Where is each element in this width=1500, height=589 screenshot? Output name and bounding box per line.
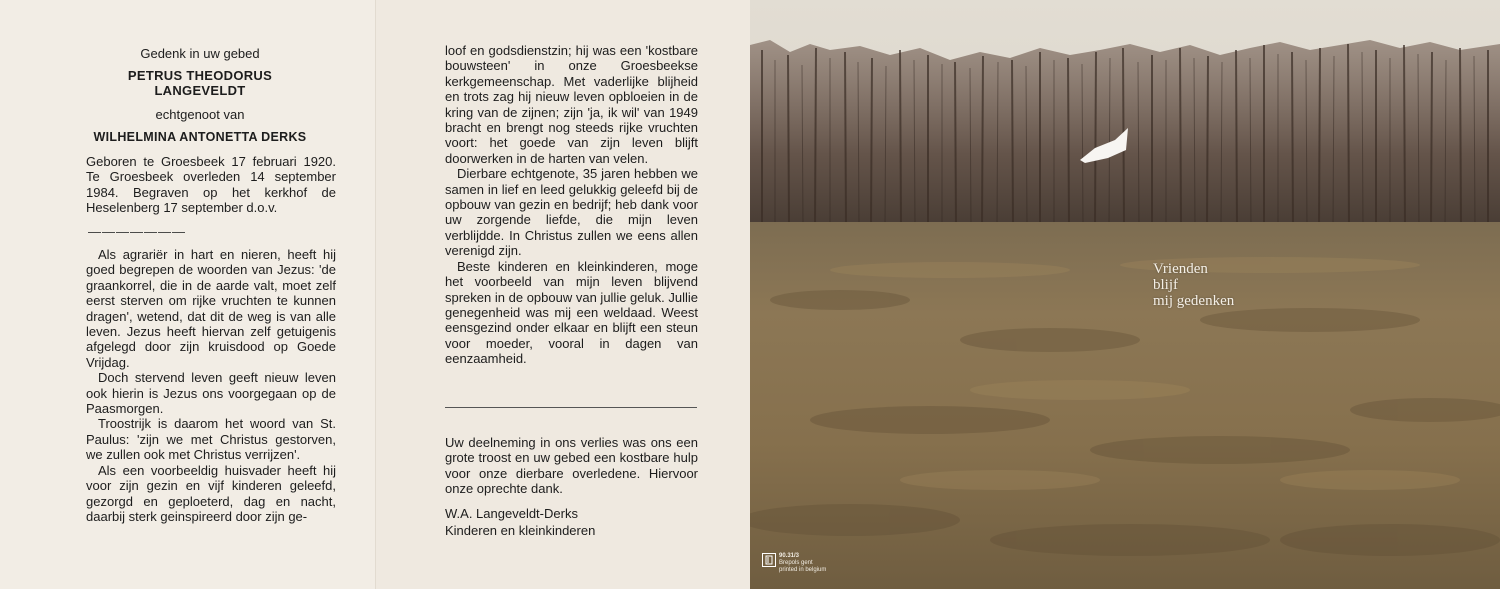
photo-panel [750,0,1500,589]
left-panel [0,0,375,589]
paragraph: Troostrijk is daarom het woord van St. Paulus: 'zijn we met Christus gestorven, we zullen ook met Christus verrijzen'. [86,416,336,463]
paragraph: Als agrariër in hart en nieren, heeft hij goed begrepen de woorden van Jezus: 'de graankorrel, die in de aarde valt, moet zelf eerst sterven om rijke vruchten te kunnen dragen', wetend, dat dit de weg is van alle leven. Jezus heeft hiervan zelf getuigenis afgelegd door zijn kruisdood op Goede Vrijdag. [86,247,336,370]
paragraph: Als een voorbeeldig huisvader heeft hij voor zijn gezin en vijf kinderen geleefd, gezorgd en geploeterd, dag en nacht, daarbij sterk geinspireerd door zijn ge- [86,462,336,524]
publisher-logo-icon [762,553,776,567]
paragraph: Beste kinderen en kleinkinderen, moge het voorbeeld van mijn leven blijvend spreken in de opbouw van jullie geluk. Jullie genegenheid was mij een weldaad. Weest eensgezind onder elkaar en blijft een steun voor moeder, vooral in dagen van eenzaamheid. [445,258,698,367]
spouse-name: WILHELMINA ANTONETTA DERKS [93,130,307,144]
middle-panel [375,0,750,589]
deceased-name-line2: LANGEVELDT [154,83,246,98]
paragraph: Doch stervend leven geeft nieuw leven ook hierin is Jezus ons voorgegaan op de Paasmorgen. [86,370,336,417]
signature-line2: Kinderen en kleinkinderen [445,523,596,538]
paragraph: Dierbare echtgenote, 35 jaren hebben we samen in lief en leed gelukkig geleefd bij de opbouw van gezin en bedrijf; heb dank voor uw zorgende liefde, die mijn leven verblijdde. In Christus zullen we eens allen verenigd zijn. [445,166,698,259]
deceased-name-line1: PETRUS THEODORUS [127,68,273,83]
poem-line: Vrienden [1153,261,1208,277]
signature-line1: W.A. Langeveldt-Derks [445,506,578,521]
spouse-intro: echtgenoot van [155,107,245,122]
imprint-code: 90.31/3 [779,553,800,559]
poem-line: mij gedenken [1153,293,1235,309]
divider-line [445,407,697,408]
separator: ——————— [88,224,186,239]
poem-text [1153,261,1234,309]
prayer-intro: Gedenk in uw gebed [140,46,260,61]
left-body [86,247,336,524]
printer-imprint [762,553,826,574]
imprint-publisher: Brepols gent [779,560,813,566]
birth-death-text: Geboren te Groesbeek 17 februari 1920. Te Groesbeek overleden 14 september 1984. Begraven op het kerkhof de Heselenberg 17 september d.o.v. [86,154,336,216]
imprint-country: printed in belgium [779,567,827,573]
thanks-text: Uw deelneming in ons verlies was ons een grote troost en uw gebed een kostbare hulp voor onze dierbare overledene. Hiervoor onze oprechte dank. [445,435,698,497]
landscape-photo [750,0,1500,589]
imprint-text [779,553,826,574]
paragraph: loof en godsdienstzin; hij was een 'kostbare bouwsteen' in onze Groesbeekse kerkgemeenschap. Met vaderlijke blijheid en trots zag hij nieuw leven opbloeien in de kring van de zijnen; zijn 'ja, ik wil' van 1949 bracht en brengt nog steeds rijke vruchten voort: het goede van zijn leven blijft doorwerken in de harten van velen. [445,43,698,166]
poem-line: blijf [1153,277,1178,293]
middle-body [445,43,698,367]
